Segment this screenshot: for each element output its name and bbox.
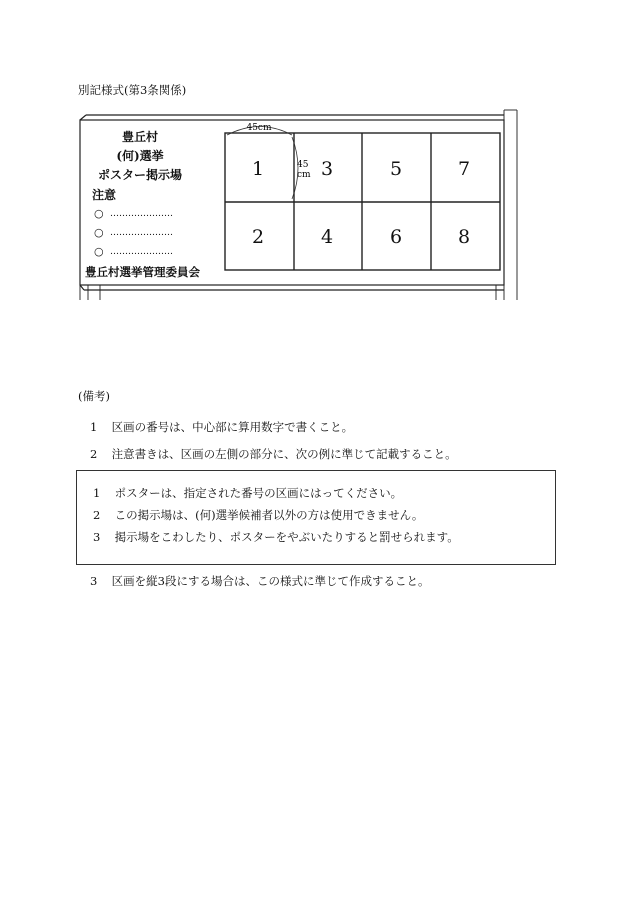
example-line-1: [93, 486, 402, 500]
dimension-width: 45cm: [246, 123, 272, 133]
notice-example-box: [76, 470, 556, 565]
right-post: [496, 110, 517, 300]
remark-text: 区画を縦3段にする場合は、この様式に準じて作成すること。: [111, 574, 430, 588]
poster-grid: [225, 133, 500, 270]
dimension-height-bottom: cm: [297, 170, 311, 180]
remark-text: 注意書きは、区画の左側の部分に、次の例に準じて記載すること。: [111, 447, 457, 461]
cell-number-6: 6: [389, 226, 403, 248]
notice-dots-1: …………………: [110, 209, 173, 219]
sign-notice-label: 注意: [92, 188, 117, 202]
cell-number-4: 4: [320, 226, 334, 248]
notice-bullet-3: ○: [94, 245, 104, 258]
document-title: 別記様式(第3条関係): [78, 83, 187, 97]
remark-text: 区画の番号は、中心部に算用数字で書くこと。: [111, 420, 354, 434]
cell-number-3: 3: [320, 158, 334, 180]
sign-village-name: 豊丘村: [121, 130, 159, 144]
cell-number-5: 5: [389, 158, 403, 180]
remark-number: 2: [90, 447, 98, 461]
example-number: 1: [93, 486, 101, 500]
remarks-heading: (備考): [78, 389, 110, 403]
example-text: ポスターは、指定された番号の区画にはってください。: [114, 486, 403, 500]
example-text: 掲示場をこわしたり、ポスターをやぶいたりすると罰せられます。: [114, 530, 459, 544]
example-number: 3: [93, 530, 101, 544]
notice-bullet-2: ○: [94, 226, 104, 239]
sign-election-name: (何)選挙: [116, 149, 164, 163]
example-line-3: [93, 530, 459, 544]
remark-number: 1: [90, 420, 98, 434]
dimension-height-top: 45: [297, 160, 309, 170]
remark-item-1: [90, 420, 353, 434]
cell-number-2: 2: [251, 226, 265, 248]
remark-item-2: [90, 447, 457, 461]
notice-dots-3: …………………: [110, 247, 173, 257]
remark-number: 3: [90, 574, 98, 588]
notice-dots-2: …………………: [110, 228, 173, 238]
sign-committee-name: 豊丘村選挙管理委員会: [85, 265, 200, 279]
poster-board-diagram: [0, 0, 630, 300]
cell-number-1: 1: [251, 158, 265, 180]
remark-item-3: [90, 574, 429, 588]
example-text: この掲示場は、(何)選挙候補者以外の方は使用できません。: [114, 508, 424, 522]
sign-board-name: ポスター掲示場: [97, 168, 183, 182]
cell-number-8: 8: [457, 226, 471, 248]
example-number: 2: [93, 508, 101, 522]
cell-number-7: 7: [457, 158, 471, 180]
example-line-2: [93, 508, 423, 522]
notice-bullet-1: ○: [94, 207, 104, 220]
left-post: [80, 285, 100, 300]
